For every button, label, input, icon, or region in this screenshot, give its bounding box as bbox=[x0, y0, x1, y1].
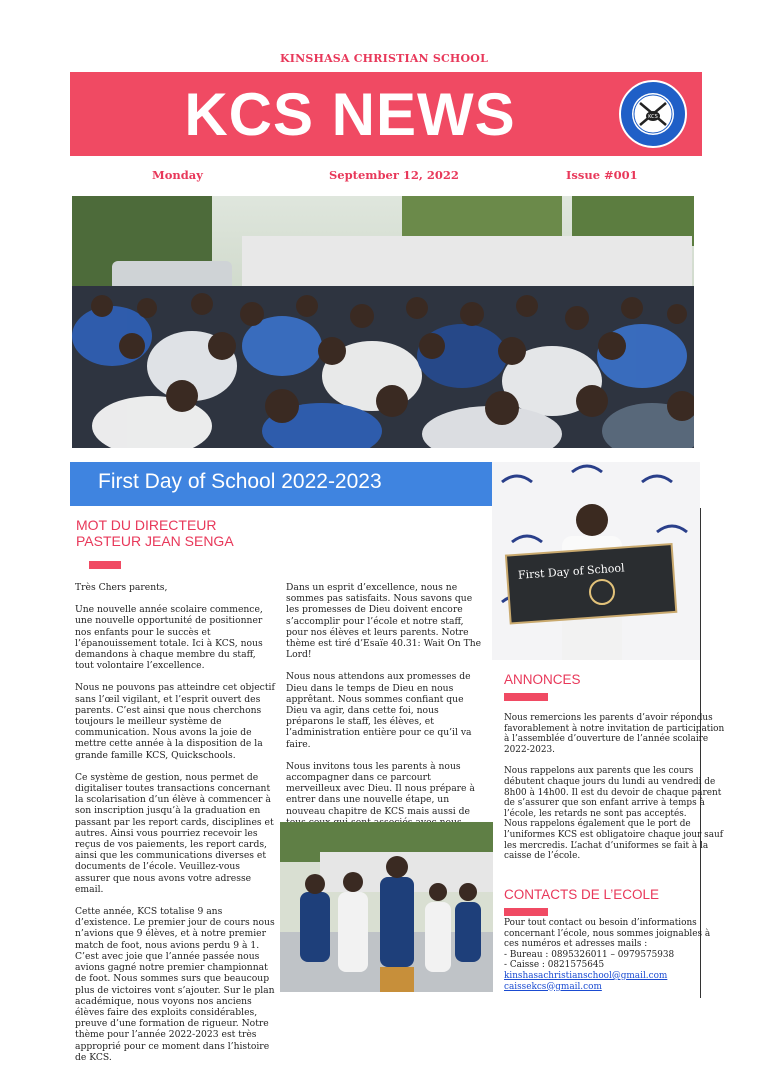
issue-date: September 12, 2022 bbox=[329, 168, 459, 182]
director-name-heading: PASTEUR JEAN SENGA bbox=[76, 533, 234, 549]
annonces-heading: ANNONCES bbox=[504, 672, 581, 687]
letter-paragraph: Nous ne pouvons pas atteindre cet objectif sans l’œil vigilant, et l’esprit ouvert des parents. C’est ainsi que nous cherchons toujours le meilleur système de communication. Nous avons la joie de mettre cette année à la disposition de la grande famille KCS, Quickschools. bbox=[75, 682, 275, 761]
contacts-intro: Pour tout contact ou besoin d’informations concernant l’école, nous sommes joignables à ces numéros et adresses mails : bbox=[504, 918, 711, 950]
announcement: Nous remercions les parents d’avoir répondus favorablement à notre invitation de participation à l’assemblée d’ouverture de l’année scolaire 2022-2023. bbox=[504, 713, 725, 755]
annonces-body bbox=[504, 713, 726, 873]
phone-bureau: - Bureau : 0895326011 – 0979575938 bbox=[504, 949, 675, 960]
issue-number: Issue #001 bbox=[566, 168, 638, 182]
letter-paragraph: Cette année, KCS totalise 9 ans d’existence. Le premier jour de cours nous n’avions que 9 élèves, et à notre premier match de foot, nous avions perdu 9 à 1. C’est avec joie que l’année passée nous avions gagné notre premier championnat de foot. Nous sommes surs que beaucoup plus de victoires vont s’ajouter. Sur le plan académique, nous voyons nos anciens élèves faire des exploits considérables, preuve d’une formation de rigueur. Notre thème pour l’année 2022-2023 est très approprié pour ce moment dans l’histoire de KCS. bbox=[75, 906, 275, 1063]
school-logo-icon bbox=[618, 79, 688, 149]
section-title: First Day of School 2022-2023 bbox=[98, 470, 382, 493]
letter-paragraph: Une nouvelle année scolaire commence, une nouvelle opportunité de positionner nos enfants pour le succès et l’épanouissement totale. Ici à KCS, nous demandons à chaque membre du staff, tout volontaire l’excellence. bbox=[75, 604, 263, 672]
newsletter-title: KCS NEWS bbox=[184, 81, 516, 148]
letter-paragraph: Ce système de gestion, nous permet de digitaliser toutes transactions concernant la scolarisation d’un élève à commencer à son inscription jusqu’à la graduation en passant par les report cards, disciplines et autres. Ainsi vous pourriez recevoir les reçus de vos paiements, les report cards, ainsi que les communications diverses et documents de l’école. Veuillez-vous assurer que nous avons votre adresse email. bbox=[75, 771, 274, 895]
svg-text:KCS: KCS bbox=[648, 114, 658, 120]
letter-paragraph: Dans un esprit d’excellence, nous ne sommes pas satisfaits. Nous savons que les promesses de Dieu doivent encore s’accomplir pour l’école et notre staff, pour nos élèves et leurs parents. Notre thème est tiré d’Esaïe 40.31: Wait On The Lord! bbox=[286, 582, 482, 661]
contacts-heading: CONTACTS DE L’ECOLE bbox=[504, 887, 660, 902]
accent-bar bbox=[504, 908, 548, 916]
masthead-banner bbox=[70, 72, 702, 156]
assembly-photo bbox=[72, 196, 694, 448]
contacts-body bbox=[504, 918, 726, 992]
letter-paragraph: Nous invitons tous les parents à nous accompagner dans ce parcourt merveilleux avec Dieu. Il nous prépare à entrer dans une nouvelle étape, un nouveau chapitre de KCS mais aussi de bbox=[286, 760, 475, 817]
issue-day: Monday bbox=[152, 168, 203, 182]
students-photo bbox=[280, 822, 493, 992]
section-title-bar bbox=[70, 462, 492, 506]
announcement: Nous rappelons aux parents que les cours débutent chaque jours du lundi au vendredi de 8h00 à 14h00. Il est du devoir de chaque parent de s’assurer que son enfant arrive à temps à l’école, les retards ne sont pas acceptés. bbox=[504, 766, 722, 819]
letter-paragraph: Très Chers parents, bbox=[75, 582, 168, 593]
director-letter-col1 bbox=[75, 582, 275, 1074]
announcement: Nous rappelons également que le port de l’uniformes KCS est obligatoire chaque jour sauf les mercredis. L’achat d’uniformes se fait à la caisse de l’école. bbox=[504, 819, 724, 862]
phone-caisse: - Caisse : 0821575645 bbox=[504, 960, 605, 971]
board-text: First Day of School bbox=[517, 561, 625, 582]
email-school-link[interactable]: kinshasachristianschool@gmail.com bbox=[504, 970, 668, 981]
director-heading: MOT DU DIRECTEUR bbox=[76, 517, 217, 533]
email-caisse-link[interactable]: caissekcs@gmail.com bbox=[504, 981, 602, 992]
student-photo bbox=[492, 462, 700, 660]
school-name: KINSHASA CHRISTIAN SCHOOL bbox=[279, 52, 489, 65]
letter-paragraph: Nous nous attendons aux promesses de Dieu dans le temps de Dieu en nous apprêtant. Nous sommes confiant que Dieu va agir, dans cette foi, nous préparons le staff, les élèves, et l’administration entière pour ce qu’il va faire. bbox=[286, 671, 472, 750]
accent-bar bbox=[504, 693, 548, 701]
accent-bar bbox=[89, 561, 121, 569]
